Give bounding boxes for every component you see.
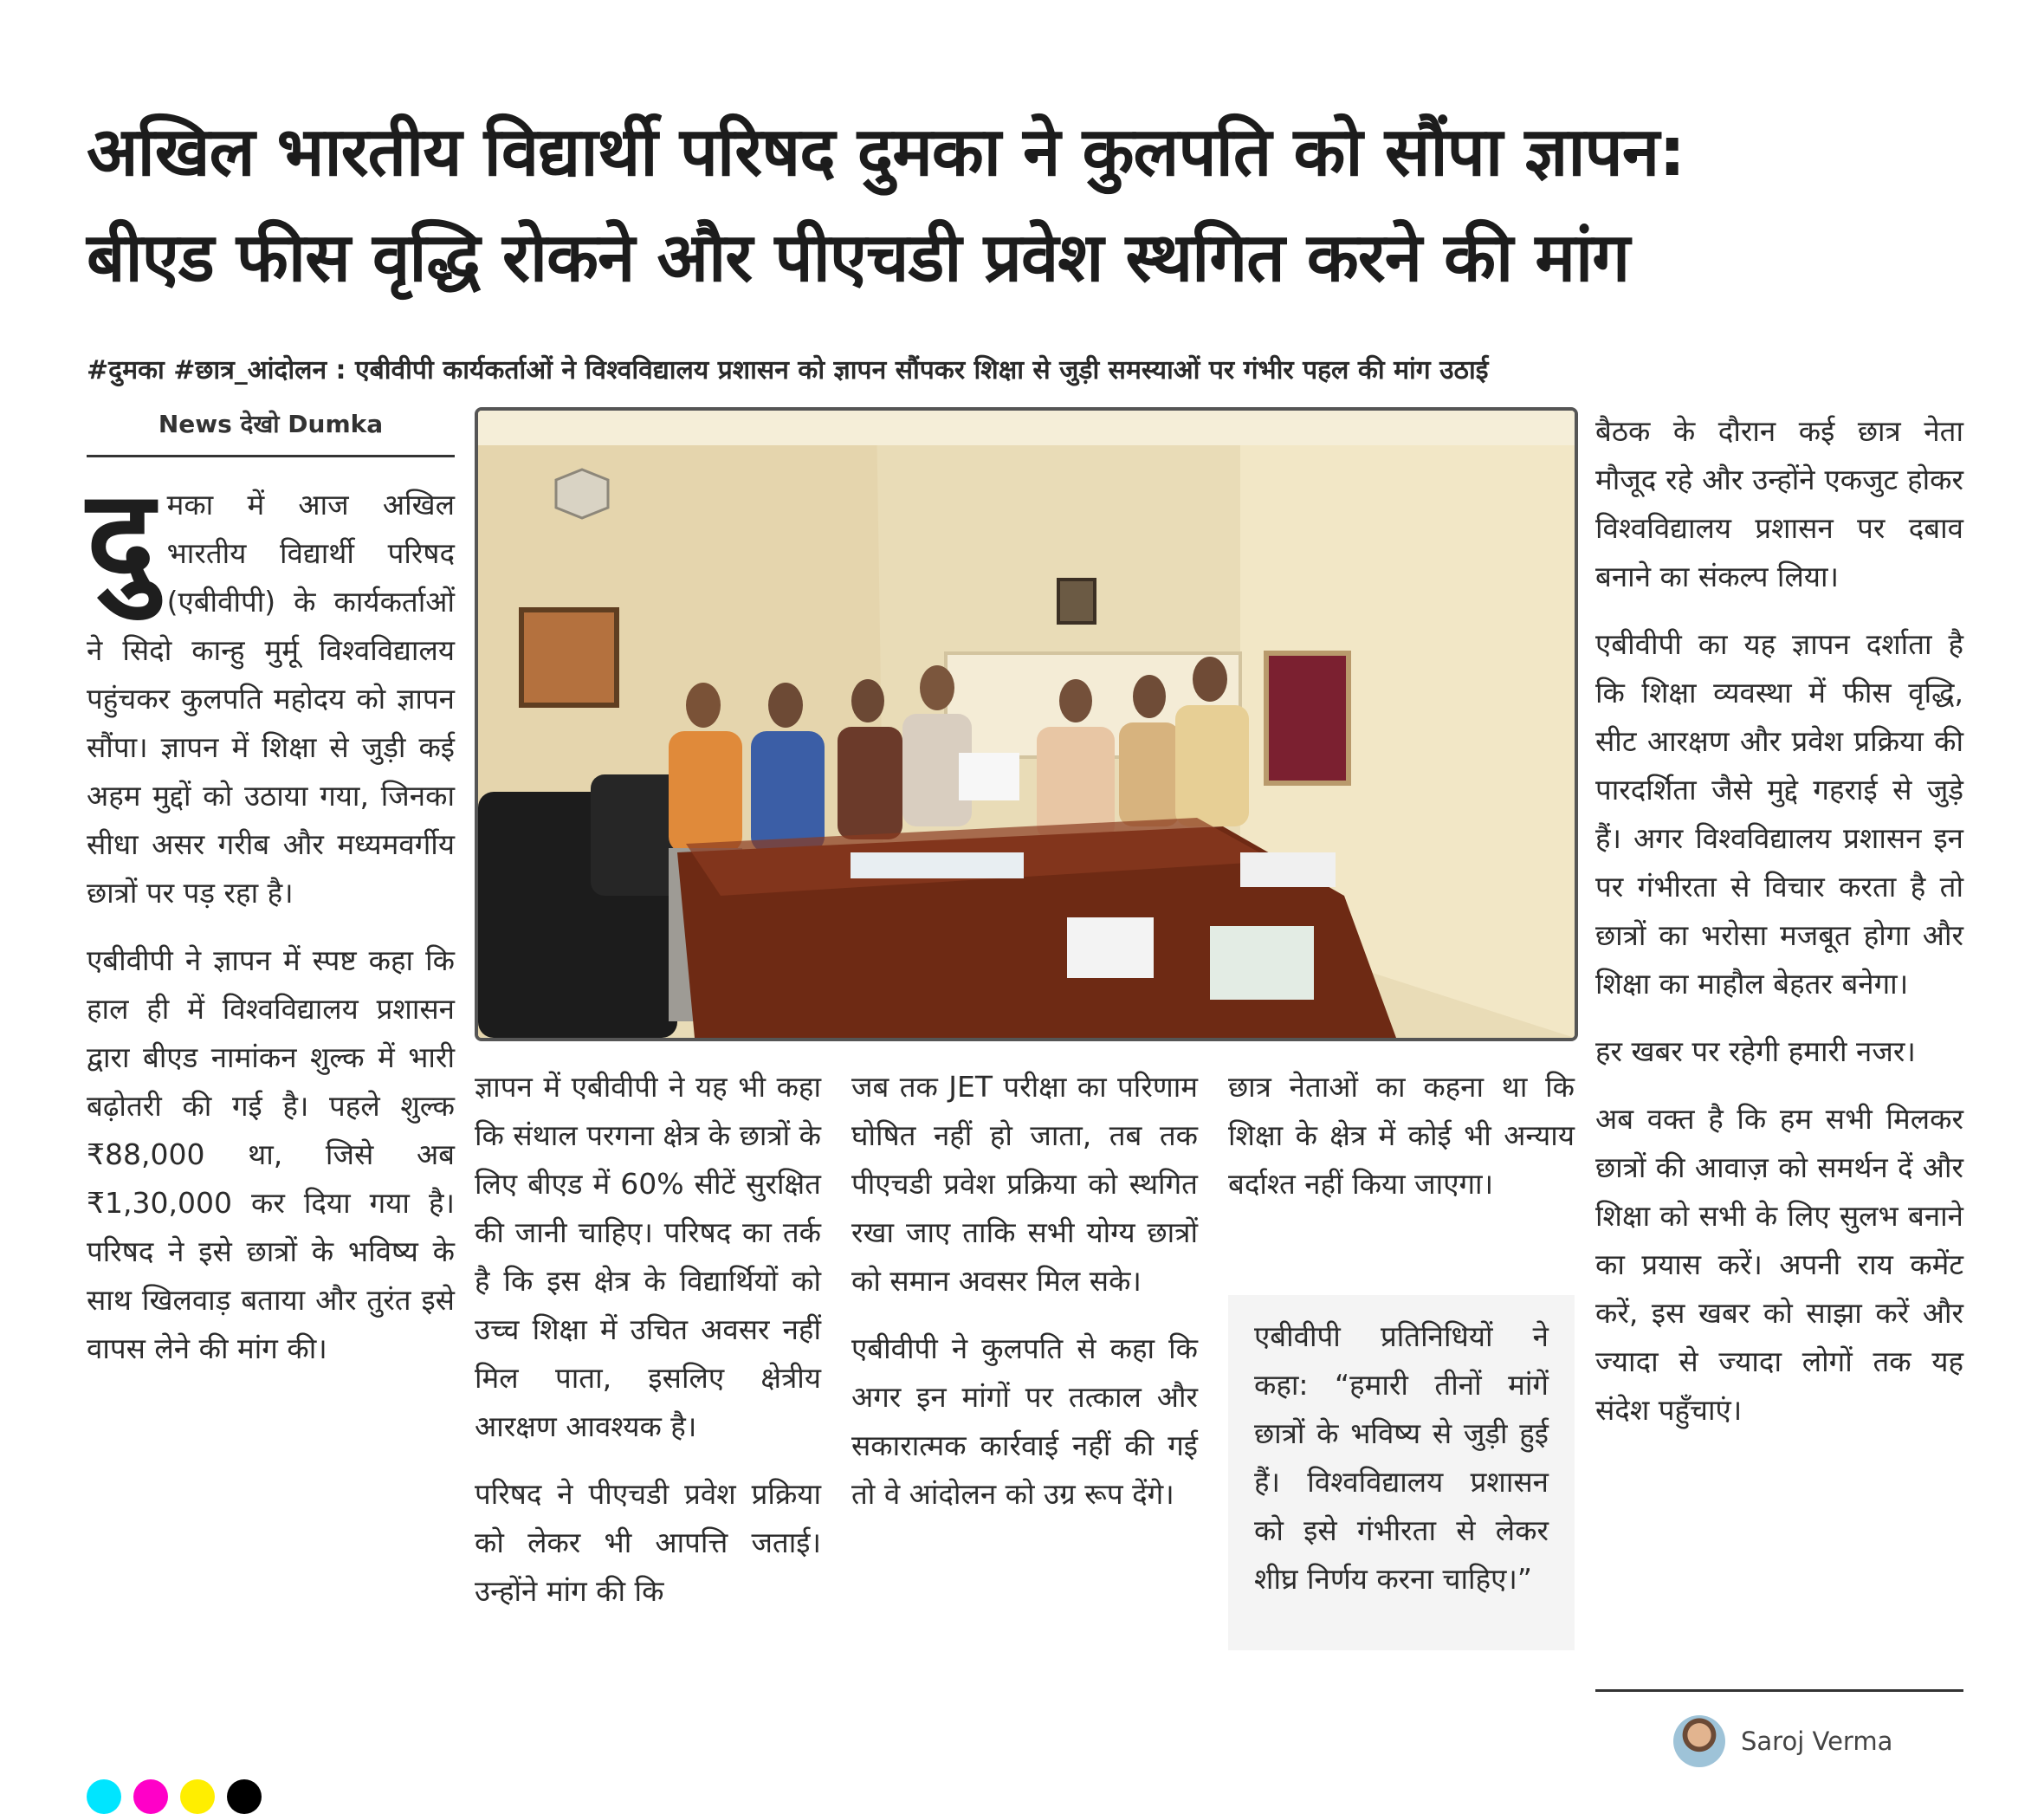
- column-4: [1228, 1063, 1575, 1228]
- paragraph: एबीवीपी का यह ज्ञापन दर्शाता है कि शिक्षा व्यवस्था में फीस वृद्धि, सीट आरक्षण और प्रवेश प्रक्रिया की पारदर्शिता जैसे मुद्दे गहराई से जुड़े हैं। अगर विश्वविद्यालय प्रशासन इन पर गंभीरता से विचार करता है तो छात्रों का भरोसा मजबूत होगा और शिक्षा का माहौल बेहतर बनेगा।: [1595, 627, 1963, 1001]
- column-2: [475, 1063, 821, 1635]
- author-credit: [1673, 1715, 1892, 1767]
- paragraph: एबीवीपी ने कुलपति से कहा कि अगर इन मांगों पर तत्काल और सकारात्मक कार्रवाई नहीं की गई तो वे आंदोलन को उग्र रूप देंगे।: [851, 1331, 1198, 1511]
- news-photo: [475, 407, 1578, 1041]
- print-registration-dots: [87, 1779, 262, 1814]
- paragraph: एबीवीपी ने ज्ञापन में स्पष्ट कहा कि हाल ही में विश्वविद्यालय प्रशासन द्वारा बीएड नामांकन शुल्क में भारी बढ़ोतरी की गई है। पहले शुल्क ₹88,000 था, जिसे अब ₹1,30,000 कर दिया गया है। परिषद ने इसे छात्रों के भविष्य के साथ खिलवाड़ बताया और तुरंत इसे वापस लेने की मांग की।: [87, 943, 455, 1365]
- column-3: [851, 1063, 1198, 1538]
- subheadline: #दुमका #छात्र_आंदोलन : एबीवीपी कार्यकर्ताओं ने विश्वविद्यालय प्रशासन को ज्ञापन सौंपकर शिक्षा से जुड़ी समस्याओं पर गंभीर पहल की मांग उठाई: [87, 355, 1489, 385]
- meeting-photo-image: [478, 411, 1575, 1038]
- paragraph: अब वक्त है कि हम सभी मिलकर छात्रों की आवाज़ को समर्थन दें और शिक्षा को सभी के लिए सुलभ बनाने का प्रयास करें। अपनी राय कमेंट करें, इस खबर को साझा करें और ज्यादा से ज्यादा लोगों तक यह संदेश पहुँचाएं।: [1595, 1102, 1963, 1427]
- byline-rule: [87, 455, 455, 457]
- paragraph: छात्र नेताओं का कहना था कि शिक्षा के क्षेत्र में कोई भी अन्याय बर्दाश्त नहीं किया जाएगा।: [1228, 1070, 1575, 1201]
- headline-line-2: बीएड फीस वृद्धि रोकने और पीएचडी प्रवेश स्थगित करने की मांग: [87, 219, 1630, 297]
- paragraph: हर खबर पर रहेगी हमारी नजर।: [1595, 1034, 1916, 1068]
- drop-cap: दु: [87, 463, 155, 612]
- headline-line-1: अखिल भारतीय विद्यार्थी परिषद दुमका ने कुलपति को सौंपा ज्ञापन:: [87, 113, 1685, 191]
- author-rule: [1595, 1689, 1963, 1692]
- paragraph: जब तक JET परीक्षा का परिणाम घोषित नहीं हो जाता, तब तक पीएचडी प्रवेश प्रक्रिया को स्थगित रखा जाए ताकि सभी योग्य छात्रों को समान अवसर मिल सके।: [851, 1070, 1198, 1298]
- column-5: [1595, 407, 1963, 1454]
- cyan-dot: [87, 1779, 121, 1814]
- author-name: Saroj Verma: [1741, 1727, 1893, 1756]
- paragraph: ज्ञापन में एबीवीपी ने यह भी कहा कि संथाल परगना क्षेत्र के छात्रों के लिए बीएड में 60% सीटें सुरक्षित की जानी चाहिए। परिषद का तर्क है कि इस क्षेत्र के विद्यार्थियों को उच्च शिक्षा में उचित अवसर नहीं मिल पाता, इसलिए क्षेत्रीय आरक्षण आवश्यक है।: [475, 1070, 821, 1443]
- pull-quote: एबीवीपी प्रतिनिधियों ने कहा: “हमारी तीनों मांगें छात्रों के भविष्य से जुड़ी हुई हैं। विश्वविद्यालय प्रशासन को इसे गंभीरता से लेकर शीघ्र निर्णय करना चाहिए।”: [1228, 1295, 1575, 1650]
- column-1: [87, 463, 455, 1392]
- headline: [87, 100, 1975, 311]
- paragraph: दुमका में आज अखिल भारतीय विद्यार्थी परिषद (एबीवीपी) के कार्यकर्ताओं ने सिदो कान्हु मुर्मू विश्वविद्यालय पहुंचकर कुलपति महोदय को ज्ञापन सौंपा। ज्ञापन में शिक्षा से जुड़ी कई अहम मुद्दों को उठाया गया, जिनका सीधा असर गरीब और मध्यमवर्गीय छात्रों पर पड़ रहा है।: [87, 463, 455, 910]
- avatar: [1673, 1715, 1725, 1767]
- paragraph: बैठक के दौरान कई छात्र नेता मौजूद रहे और उन्होंने एकजुट होकर विश्वविद्यालय प्रशासन पर दबाव बनाने का संकल्प लिया।: [1595, 414, 1963, 593]
- yellow-dot: [180, 1779, 215, 1814]
- paragraph: परिषद ने पीएचडी प्रवेश प्रक्रिया को लेकर भी आपत्ति जताई। उन्होंने मांग की कि: [475, 1477, 821, 1608]
- byline: News देखो Dumka: [158, 410, 384, 438]
- magenta-dot: [133, 1779, 168, 1814]
- black-dot: [227, 1779, 262, 1814]
